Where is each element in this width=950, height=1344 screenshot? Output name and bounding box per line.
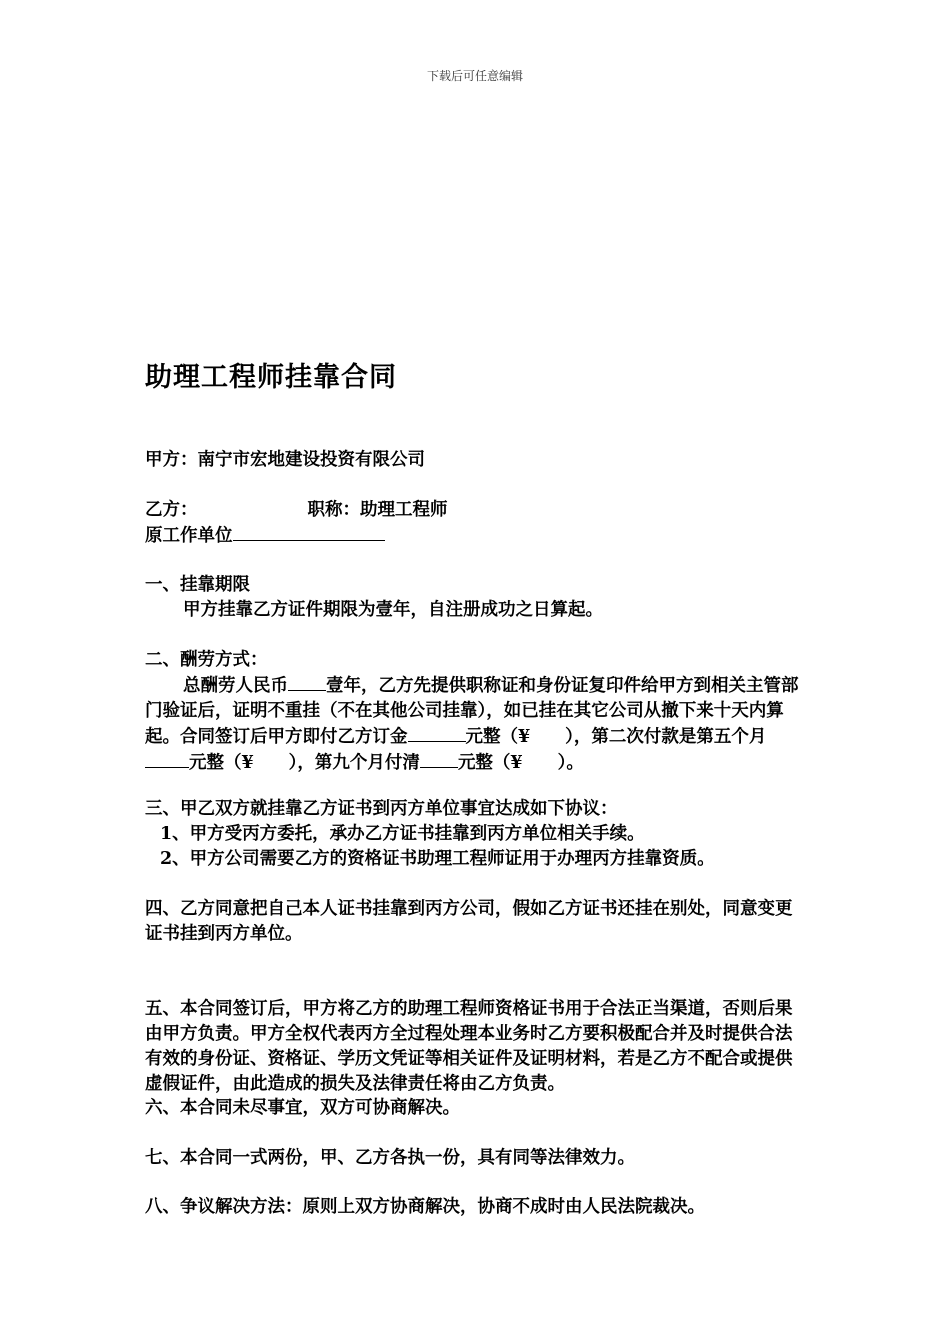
s2-text-3: 元整（¥ ），第二次付款是第五个月 [465,727,767,747]
final-payment-blank [420,750,458,768]
original-employer-blank [233,523,385,541]
s2-text-1: 总酬劳人民币 [183,676,288,696]
s2-text-5: 元整（¥ ）。 [457,753,584,773]
section-3-item-2: 2、甲方公司需要乙方的资格证书助理工程师证用于办理丙方挂靠资质。 [160,849,715,869]
section-4: 四、乙方同意把自己本人证书挂靠到丙方公司，假如乙方证书还挂在别处，同意变更证书挂到丙方单位。 [145,899,793,944]
section-8: 八、争议解决方法：原则上双方协商解决，协商不成时由人民法院裁决。 [145,1197,705,1217]
total-fee-blank [288,673,326,691]
section-2-body [145,673,805,776]
section-3-heading: 三、甲乙双方就挂靠乙方证书到丙方单位事宜达成如下协议： [145,799,618,819]
party-b-row [145,498,448,523]
section-3-item-1: 1、甲方受丙方委托，承办乙方证书挂靠到丙方单位相关手续。 [160,824,645,844]
party-a: 甲方：南宁市宏地建设投资有限公司 [145,450,425,470]
section-7: 七、本合同一式两份，甲、乙方各执一份，具有同等法律效力。 [145,1148,635,1168]
document-title: 助理工程师挂靠合同 [145,362,397,393]
section-5: 五、本合同签订后，甲方将乙方的助理工程师资格证书用于合法正当渠道，否则后果由甲方负责。甲方全权代表丙方全过程处理本业务时乙方要积极配合并及时提供合法有效的身份证、资格证、学历文凭证等相关证件及证明材料，若是乙方不配合或提供虚假证件，由此造成的损失及法律责任将由乙方负责。 [145,999,793,1094]
party-b-label: 乙方： [145,500,198,520]
deposit-blank [408,724,466,742]
original-employer-label: 原工作单位 [145,526,233,546]
s2-text-2: 壹年，乙方先提供职称证和身份证复印件给甲方到相关主管部门验证后，证明不重挂（不在其他公司挂靠），如已挂在其它公司从撤下来十天内算起。合同签订后甲方即付乙方订金 [145,676,799,747]
section-2-heading: 二、酬劳方式： [145,650,268,670]
original-employer-row [145,523,385,549]
s2-text-4: 元整（¥ ），第九个月付清 [189,753,420,773]
section-1-body: 甲方挂靠乙方证件期限为壹年，自注册成功之日算起。 [183,600,603,620]
section-1-heading: 一、挂靠期限 [145,575,250,595]
header-note: 下载后可任意编辑 [426,69,523,83]
section-6: 六、本合同未尽事宜，双方可协商解决。 [145,1098,460,1118]
second-payment-blank [145,750,189,768]
party-b-title: 职称：助理工程师 [307,500,448,520]
